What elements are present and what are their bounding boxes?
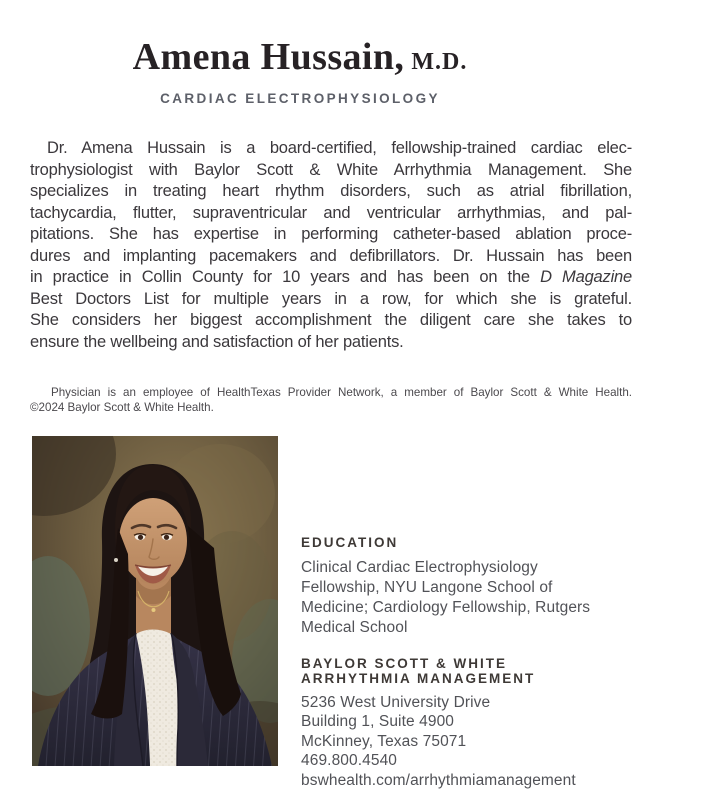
bio-line: Dr. Amena Hussain is a board-certified, fellowship-trained cardiac elec- bbox=[47, 139, 632, 157]
education-body bbox=[301, 558, 637, 639]
bio-line: dures and implanting pacemakers and defibrillators. Dr. Hussain has been bbox=[30, 246, 632, 265]
practice-heading-line: BAYLOR SCOTT & WHITE bbox=[301, 655, 508, 671]
copyright-line: ©2024 Baylor Scott & White Health. bbox=[30, 400, 214, 414]
physician-degree: M.D. bbox=[411, 49, 468, 75]
practice-section bbox=[301, 656, 637, 791]
bio-paragraph bbox=[30, 138, 632, 353]
d-magazine-italic: D Magazine bbox=[540, 268, 632, 286]
portrait-photo bbox=[32, 436, 278, 766]
phone-number: 469.800.4540 bbox=[301, 752, 398, 770]
bio-line: She considers her biggest accomplishment the diligent care she takes to bbox=[30, 311, 632, 329]
disclaimer bbox=[30, 386, 632, 416]
header bbox=[0, 34, 600, 106]
bio-line bbox=[30, 267, 632, 289]
education-line: Clinical Cardiac Electrophysiology bbox=[301, 558, 538, 576]
education-section bbox=[301, 535, 637, 639]
address-line: 5236 West University Drive bbox=[301, 693, 491, 711]
bio-line-text: in practice in Collin County for 10 years and has been on the bbox=[30, 268, 541, 286]
bio-line: pitations. She has expertise in performing catheter-based ablation proce- bbox=[30, 225, 632, 243]
bio-line: Best Doctors List for multiple years in a row, for which she is grateful. bbox=[30, 289, 632, 308]
education-heading: EDUCATION bbox=[301, 535, 399, 550]
practice-heading-line: ARRHYTHMIA MANAGEMENT bbox=[301, 671, 536, 687]
bio-line: trophysiologist with Baylor Scott & White Arrhythmia Management. She bbox=[30, 160, 632, 179]
website-url: bswhealth.com/arrhythmiamanagement bbox=[301, 772, 576, 790]
practice-address bbox=[301, 693, 637, 791]
contact-column bbox=[301, 535, 637, 791]
address-line: McKinney, Texas 75071 bbox=[301, 732, 467, 750]
education-line: Fellowship, NYU Langone School of bbox=[301, 578, 553, 596]
practice-heading bbox=[301, 656, 637, 687]
physician-name: Amena Hussain, bbox=[132, 36, 405, 78]
specialty-subtitle: CARDIAC ELECTROPHYSIOLOGY bbox=[160, 91, 440, 106]
education-line: Medical School bbox=[301, 619, 408, 637]
education-line: Medicine; Cardiology Fellowship, Rutgers bbox=[301, 599, 591, 617]
disclaimer-line: Physician is an employee of HealthTexas Provider Network, a member of Baylor Scott & White Health. bbox=[51, 386, 632, 399]
bio-line: ensure the wellbeing and satisfaction of her patients. bbox=[30, 332, 404, 351]
page-title bbox=[0, 34, 600, 88]
bio-line: tachycardia, flutter, supraventricular and ventricular arrhythmias, and pal- bbox=[30, 203, 632, 222]
address-line: Building 1, Suite 4900 bbox=[301, 713, 455, 731]
bio-line: specializes in treating heart rhythm disorders, such as atrial fibrillation, bbox=[30, 182, 632, 200]
